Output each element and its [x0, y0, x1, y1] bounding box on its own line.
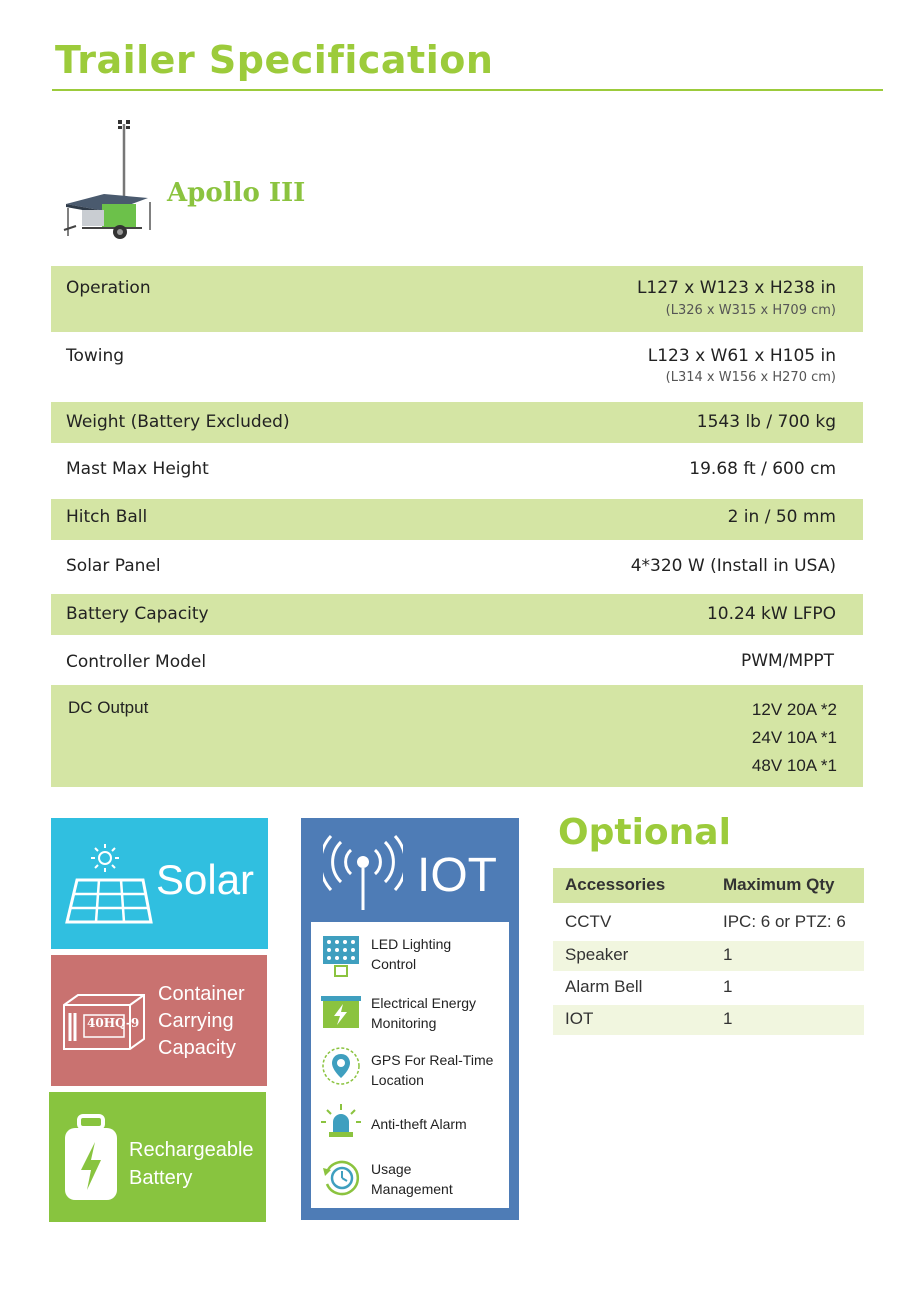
container-label: Container Carrying Capacity — [158, 983, 245, 1059]
iot-item-usage-management: Usage Management — [371, 1161, 453, 1197]
spec-row-controller-model — [51, 641, 863, 682]
table-row — [553, 973, 864, 1003]
container-badge: 40HQ-9 — [87, 1016, 140, 1030]
spec-value: 4*320 W (Install in USA) — [630, 556, 836, 576]
solar-feature-tile — [51, 818, 268, 949]
dc-output-values — [752, 696, 837, 780]
accessory-qty: IPC: 6 or PTZ: 6 — [723, 912, 846, 931]
led-panel-icon — [321, 934, 361, 978]
battery-icon — [63, 1114, 119, 1202]
iot-item-gps: GPS For Real-Time Location — [371, 1052, 494, 1088]
spec-label: Hitch Ball — [66, 507, 148, 527]
accessory-qty: 1 — [723, 945, 733, 964]
spec-row-solar-panel — [51, 546, 863, 587]
battery-feature-tile — [49, 1092, 266, 1222]
spec-label: Controller Model — [66, 652, 207, 672]
table-row — [553, 1005, 864, 1035]
spec-value: 1543 lb / 700 kg — [696, 412, 836, 432]
spec-row-mast-height — [51, 449, 863, 490]
spec-value: L127 x W123 x H238 in — [636, 278, 836, 298]
dc-output-line: 48V 10A *1 — [751, 756, 837, 775]
battery-label: Rechargeable Battery — [129, 1139, 254, 1189]
accessory-qty: 1 — [723, 1009, 733, 1028]
location-pin-icon — [321, 1046, 361, 1086]
alarm-siren-icon — [321, 1102, 361, 1142]
spec-sub-value: (L326 x W315 x H709 cm) — [665, 303, 836, 318]
accessories-table-header — [553, 868, 864, 903]
battery-charge-icon — [321, 994, 361, 1030]
spec-row-operation — [51, 266, 863, 332]
spec-sub-value: (L314 x W156 x H270 cm) — [665, 370, 836, 385]
iot-item-anti-theft-alarm: Anti-theft Alarm — [371, 1116, 467, 1132]
spec-value: 19.68 ft / 600 cm — [689, 459, 836, 479]
spec-value: 2 in / 50 mm — [727, 507, 836, 527]
accessory-name: Alarm Bell — [565, 977, 643, 996]
iot-item-energy-monitoring: Electrical Energy Monitoring — [371, 995, 477, 1031]
spec-row-dc-output — [51, 685, 863, 787]
spec-row-weight — [51, 402, 863, 443]
trailer-image — [62, 118, 157, 246]
title-divider — [52, 89, 883, 91]
spec-label: DC Output — [68, 698, 149, 717]
spec-label: Operation — [66, 278, 151, 298]
solar-panel-icon — [63, 842, 158, 930]
iot-title: IOT — [417, 849, 497, 902]
model-name: Apollo III — [167, 178, 306, 208]
accessory-name: IOT — [565, 1009, 594, 1028]
iot-feature-list — [311, 922, 509, 1208]
iot-item-led-lighting: LED Lighting Control — [371, 936, 452, 972]
spec-row-towing — [51, 334, 863, 400]
accessory-name: Speaker — [565, 945, 629, 964]
spec-value: 10.24 kW LFPO — [706, 604, 836, 624]
spec-label: Weight (Battery Excluded) — [66, 412, 290, 432]
clock-cycle-icon — [321, 1158, 361, 1198]
accessory-qty: 1 — [723, 977, 733, 996]
dc-output-line: 12V 20A *2 — [751, 700, 837, 719]
accessory-name: CCTV — [565, 912, 612, 931]
spec-label: Mast Max Height — [66, 459, 209, 479]
spec-value: L123 x W61 x H105 in — [647, 346, 836, 366]
dc-output-line: 24V 10A *1 — [751, 728, 837, 747]
header-accessories: Accessories — [565, 875, 666, 894]
spec-label: Battery Capacity — [66, 604, 209, 624]
spec-row-battery-capacity — [51, 594, 863, 635]
wireless-antenna-icon — [323, 834, 403, 912]
header-max-qty: Maximum Qty — [723, 875, 835, 894]
optional-title: Optional — [558, 812, 731, 853]
table-row — [553, 908, 864, 938]
spec-row-hitch-ball — [51, 499, 863, 540]
spec-label: Solar Panel — [66, 556, 161, 576]
spec-label: Towing — [66, 346, 125, 366]
container-feature-tile — [51, 955, 267, 1086]
solar-label: Solar — [156, 856, 255, 903]
spec-value: PWM/MPPT — [740, 651, 834, 671]
page-title: Trailer Specification — [55, 38, 494, 82]
table-row — [553, 941, 864, 971]
